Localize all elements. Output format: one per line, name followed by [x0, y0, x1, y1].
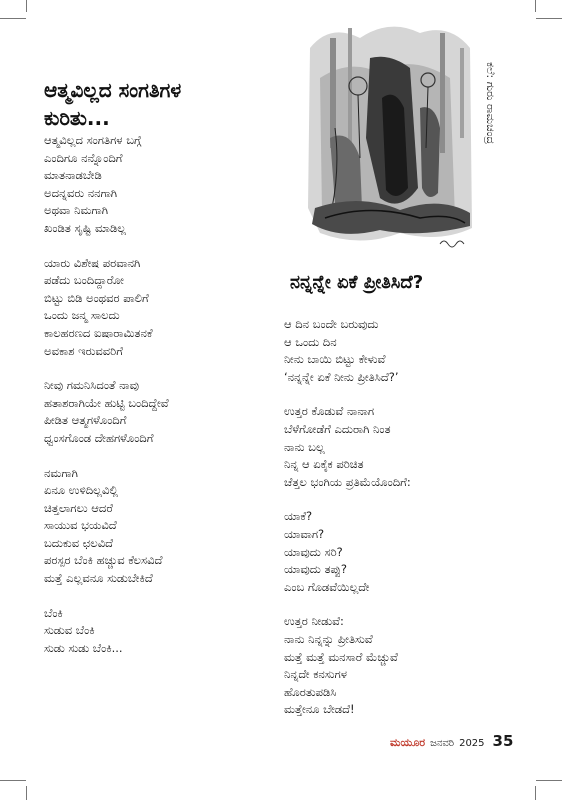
page-footer: [390, 732, 513, 750]
crop-mark: [535, 786, 536, 800]
left-poem-body: [44, 132, 274, 674]
poem-line: ಮತ್ತೆ ಎಲ್ಲವನೂ ಸುಡುಬೇಕಿದೆ: [44, 571, 153, 586]
poem-line: ಮತ್ತೇನೂ ಬೇಡದೆ!: [284, 702, 355, 717]
crop-mark: [536, 18, 562, 19]
crop-mark: [535, 0, 536, 12]
poem-line: ಯಾವುದು ತಪ್ಪು?: [284, 562, 347, 577]
poem-line: ಬದುಕುವ ಛಲವಿದೆ: [44, 535, 114, 550]
crop-mark: [0, 18, 26, 19]
illustration-credit: ಕಲೆ: ಗುರು ರಾಮಚಂದ್ರ: [484, 62, 497, 145]
poem-line: ಅಥವಾ ನಿಮಗಾಗಿ: [44, 203, 109, 218]
poem-line: ಖಂಡಿತ ಸೃಷ್ಟಿ ಮಾಡಿಲ್ಲ: [44, 220, 127, 235]
poem-line: ನಾನು ನಿನ್ನನ್ನು ಪ್ರೀತಿಸುವೆ: [284, 631, 373, 646]
poem-line: ನಿನ್ನ ಆ ಏಕೈಕ ಪರಿಚಿತ: [284, 457, 364, 472]
poem-line: ಆತ್ಮವಿಲ್ಲದ ಸಂಗತಿಗಳ ಬಗ್ಗೆ: [44, 133, 142, 147]
poem-line: ಆ ಒಂದು ದಿನ: [284, 334, 337, 349]
poem-line: ಯಾರು ವಿಶೇಷ ಪರವಾನಗಿ: [44, 255, 141, 270]
poem-line: ಹತಾಶರಾಗಿಯೇ ಹುಟ್ಟಿ ಬಂದಿದ್ದೇವೆ: [44, 395, 169, 410]
poem-line: ಮಾತನಾಡಬೇಡಿ: [44, 168, 102, 183]
poem-line: ನೀನು ಬಾಯಿ ಬಿಟ್ಟು ಕೇಳುವೆ: [284, 352, 386, 367]
crop-mark: [26, 786, 27, 800]
issue-year: 2025: [459, 738, 485, 749]
poem-line: ಯಾವುದು ಸರಿ?: [284, 544, 343, 559]
poem-line: ನಾನು ಬಲ್ಲ: [284, 439, 325, 454]
poem-line: ಪರಸ್ಪರ ಬೆಂಕಿ ಹಚ್ಚುವ ಕೆಲಸವಿದೆ: [44, 553, 163, 568]
poem-line: ಅದನ್ನವರು ನನಗಾಗಿ: [44, 185, 118, 200]
poem-line: ಸುಡು ಸುಡು ಬೆಂಕಿ...: [44, 640, 123, 655]
poem-line: ಒಂದು ಜನ್ಮ ಸಾಲದು: [44, 308, 120, 323]
stanza: [284, 613, 534, 719]
poem-line: ಮತ್ತೆ ಮತ್ತೆ ಮನಸಾರೆ ಮೆಚ್ಚುವೆ: [284, 649, 398, 664]
poem-line: ಹೊರತುಪಡಿಸಿ: [284, 684, 337, 699]
stanza: [44, 465, 274, 588]
stanza: [44, 605, 274, 658]
stanza: [44, 255, 274, 361]
issue-month: ಜನವರಿ: [430, 738, 455, 749]
poem-line: ಎಂಬ ಗೊಡವೆಯಿಲ್ಲದೇ: [284, 579, 370, 594]
right-poem-body: [284, 316, 534, 736]
poem-line: ಅವಕಾಶ ಇರುವವರಿಗೆ: [44, 343, 123, 358]
left-poem-title: [44, 76, 264, 132]
left-poem-title-line: ಕುರಿತು...: [44, 106, 110, 130]
poem-line: ‘ನನ್ನನ್ನೇ ಏಕೆ ನೀನು ಪ್ರೀತಿಸಿದೆ?’: [284, 369, 399, 384]
stanza: [44, 377, 274, 447]
poem-line: ಪೀಡಿತ ಆತ್ಮಗಳೊಂದಿಗೆ: [44, 413, 127, 428]
poem-line: ಬಿಟ್ಟು ಬಿಡಿ ಅಂಥವರ ಪಾಲಿಗೆ: [44, 290, 149, 305]
crop-mark: [536, 780, 562, 781]
ink-illustration: [300, 18, 478, 258]
poem-line: ಎಂದಿಗೂ ನನ್ನೊಂದಿಗೆ: [44, 150, 123, 165]
poem-line: ಕಾಲಹರಣದ ಐಷಾರಾಮಿತನಕೆ: [44, 325, 153, 340]
poem-line: ಚಿತ್ತಲಾಗಲು ಆದರೆ: [44, 500, 113, 515]
stanza: [44, 132, 274, 238]
crop-mark: [0, 780, 26, 781]
poem-line: ಯಾವಾಗ?: [284, 526, 325, 541]
stanza: [284, 508, 534, 596]
poem-line: ಚೆತ್ತಲ ಭಂಗಿಯ ಪ್ರತಿಮೆಯೊಂದಿಗೆ:: [284, 474, 411, 489]
right-poem-title: ನನ್ನನ್ನೇ ಏಕೆ ಪ್ರೀತಿಸಿದೆ?: [290, 272, 424, 293]
poem-line: ಬೆಳೆಗೋಡೆಗೆ ಎದುರಾಗಿ ನಿಂತ: [284, 421, 391, 436]
poem-line: ಸಾಯುವ ಭಯವಿದೆ: [44, 518, 117, 533]
crop-mark: [26, 0, 27, 12]
page-number: 35: [492, 732, 514, 750]
poem-line: ನಮಗಾಗಿ: [44, 465, 78, 480]
left-poem-title-line: ಆತ್ಮವಿಲ್ಲದ ಸಂಗತಿಗಳ: [44, 78, 182, 102]
stanza: [284, 403, 534, 491]
magazine-name: ಮಯೂರ: [390, 736, 426, 749]
poem-line: ಬೆಂಕಿ: [44, 605, 63, 620]
poem-line: ಆ ದಿನ ಬಂದೇ ಬರುವುದು: [284, 317, 379, 331]
poem-line: ಪಡೆದು ಬಂದಿದ್ದಾರೋ: [44, 273, 124, 288]
poem-line: ಯಾಕೆ?: [284, 509, 313, 524]
poem-line: ನೀವು ಗಮನಿಸಿದಂತೆ ನಾವು: [44, 378, 139, 393]
poem-line: ಸುಡುವ ಬೆಂಕಿ: [44, 623, 95, 638]
poem-line: ಏನೂ ಉಳಿದಿಲ್ಲವಿಲ್ಲಿ: [44, 483, 119, 498]
stanza: [284, 316, 534, 386]
poem-line: ಉತ್ತರ ಕೊಡುವೆ ನಾನಾಗ: [284, 404, 375, 419]
poem-line: ಉತ್ತರ ನೀಡುವೆ:: [284, 614, 344, 629]
poem-line: ಧ್ವಂಸಗೊಂಡ ದೇಹಗಳೊಂದಿಗೆ: [44, 430, 154, 445]
poem-line: ನಿನ್ನದೇ ಕನಸುಗಳ: [284, 667, 347, 682]
